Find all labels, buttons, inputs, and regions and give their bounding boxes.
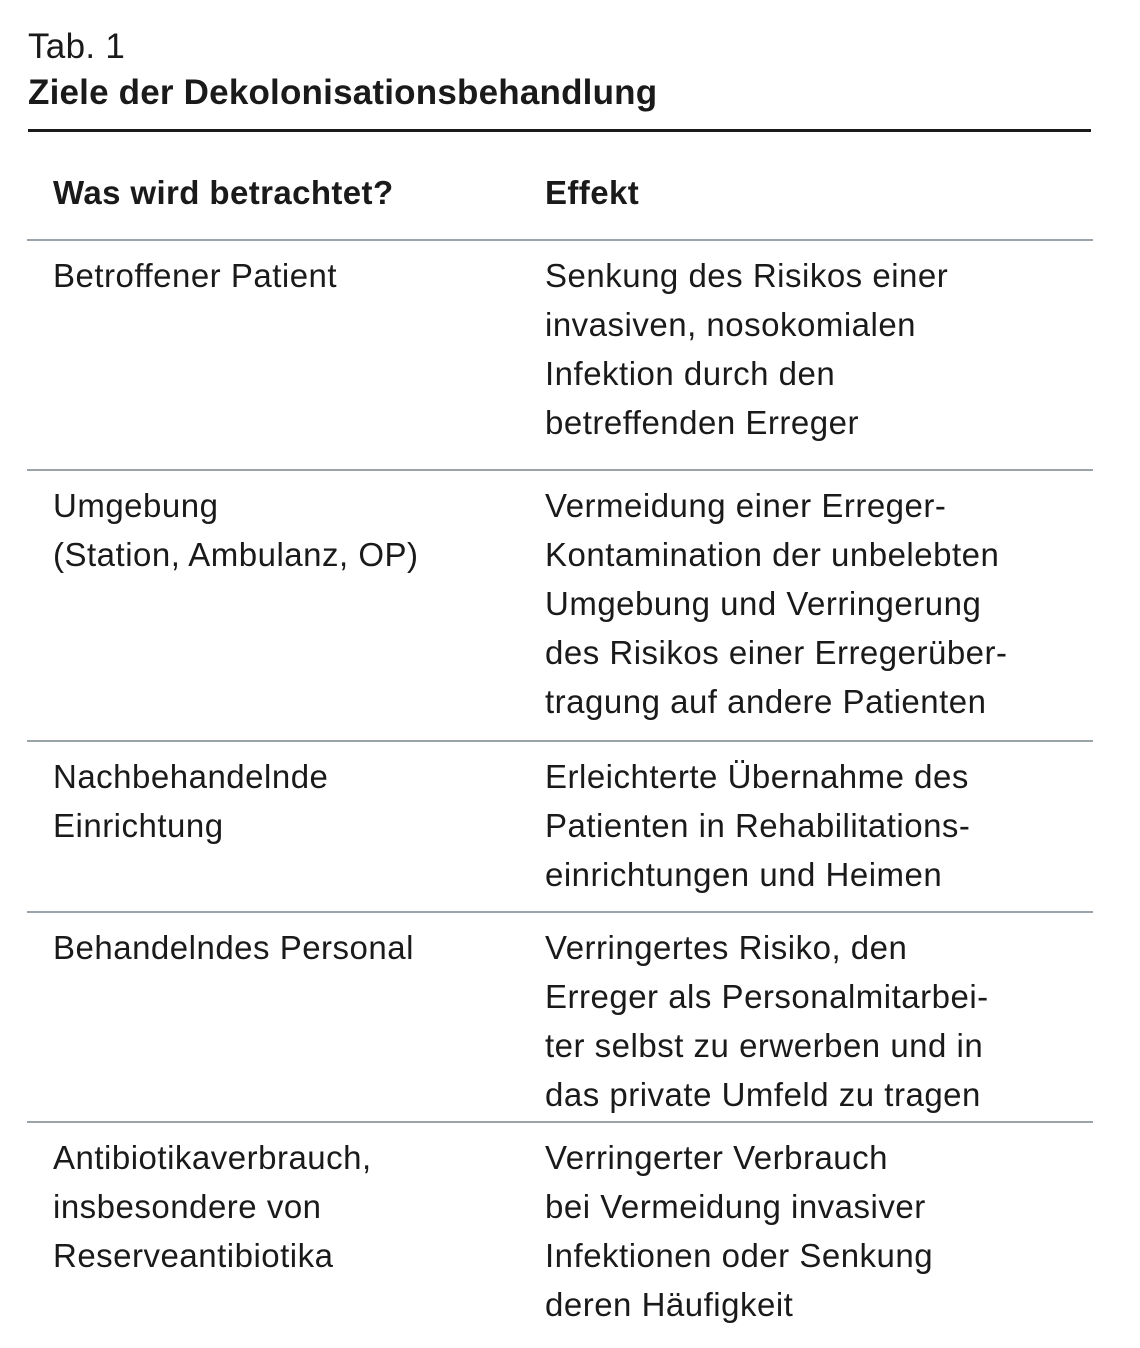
row-subject: Betroffener Patient [53, 257, 338, 294]
table-row [27, 241, 1093, 469]
row-subject: Umgebung (Station, Ambulanz, OP) [53, 487, 419, 573]
table-row [27, 742, 1093, 911]
row-effect: Vermeidung einer Erreger- Kontamination der unbelebten Umgebung und Verringerung des Risikos einer Erregerüber- tragung auf andere Patienten [545, 487, 1008, 720]
row-effect: Verringertes Risiko, den Erreger als Personalmitarbei- ter selbst zu erwerben und in das private Umfeld zu tragen [545, 929, 989, 1113]
table-label: Tab. 1 [28, 27, 126, 66]
header-effect: Effekt [545, 174, 640, 211]
header-subject: Was wird betrachtet? [53, 174, 394, 211]
row-effect: Verringerter Verbrauch bei Vermeidung invasiver Infektionen oder Senkung deren Häufigkeit [545, 1139, 934, 1323]
row-effect: Erleichterte Übernahme des Patienten in Rehabilitations- einrichtungen und Heimen [545, 758, 971, 893]
row-effect: Senkung des Risikos einer invasiven, nosokomialen Infektion durch den betreffenden Erreger [545, 257, 949, 441]
table-row [27, 913, 1093, 1121]
title-divider [28, 129, 1091, 132]
table-row [27, 471, 1093, 740]
table-title: Ziele der Dekolonisationsbehandlung [28, 73, 658, 112]
table-header-row [27, 168, 1093, 228]
row-subject: Nachbehandelnde Einrichtung [53, 758, 329, 844]
goals-table [27, 168, 1093, 1343]
row-subject: Antibiotikaverbrauch, insbesondere von Reserveantibiotika [53, 1139, 372, 1274]
table-row [27, 1123, 1093, 1343]
row-subject: Behandelndes Personal [53, 929, 414, 966]
